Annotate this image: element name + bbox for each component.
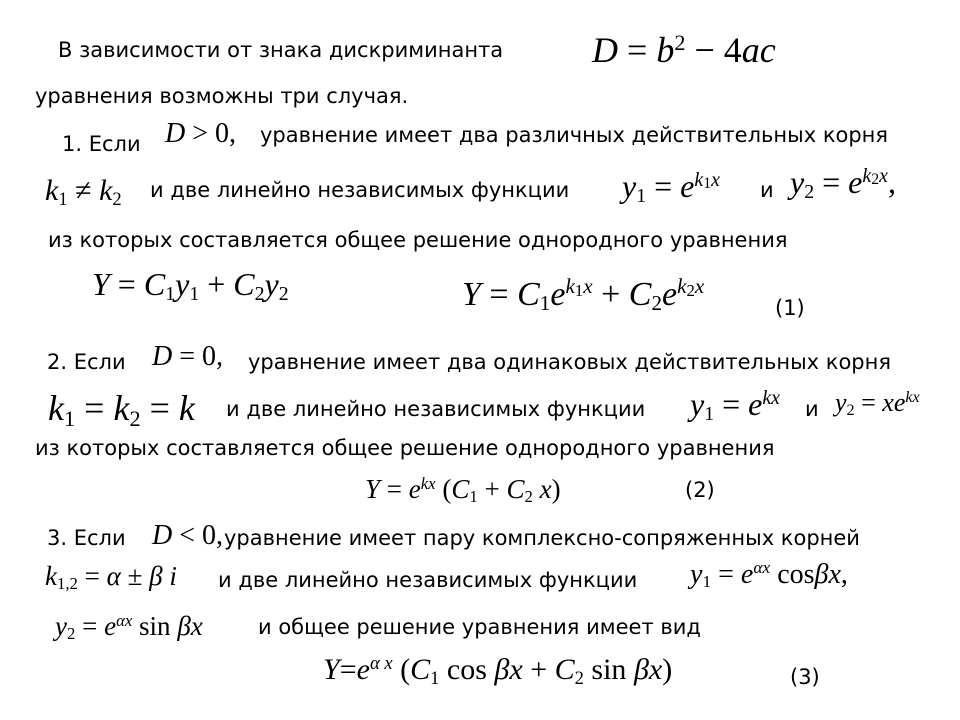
case2-funcs-text: и две линейно независимых функции xyxy=(226,397,646,421)
case2-general-text: из которых составляется общее решение однородного уравнения xyxy=(35,436,775,460)
case3-roots: $k_{1,2} = \alpha \pm \beta$ i xyxy=(45,561,177,594)
case1-description: уравнение имеет два различных действительных корня xyxy=(260,123,889,147)
case2-condition: D = 0, xyxy=(152,341,224,372)
case2-label: 2. Если xyxy=(47,350,126,374)
case2-y1: $y_1 = e^{kx}$ xyxy=(690,386,780,425)
case2-description: уравнение имеет два одинаковых действительных корня xyxy=(248,350,891,374)
case1-funcs-text: и две линейно независимых функции xyxy=(150,178,570,202)
case3-description: уравнение имеет пару комплексно-сопряженных корней xyxy=(224,526,860,550)
case3-label: 3. Если xyxy=(47,526,126,550)
intro-line-1: В зависимости от знака дискриминанта xyxy=(58,38,504,62)
case2-solution: $Y = e^{kx}$ ($C_1 + C_2$ x) xyxy=(365,473,561,507)
case1-solution-general: $Y = C_1y_1 + C_2y_2$ xyxy=(92,266,289,305)
case1-eq-number: (1) xyxy=(775,296,805,320)
case1-and: и xyxy=(760,178,774,202)
case3-y2: $y_2 = e^{\alpha x}$ sin βx xyxy=(55,610,203,644)
case3-funcs-text: и две линейно независимых функции xyxy=(218,568,638,592)
case3-solution: $Y=e^{\alpha x}$ ($C_1$ $\cos \beta x + C_2$ sin βx) xyxy=(323,652,673,689)
case2-eq-number: (2) xyxy=(685,478,715,502)
case1-y1: $y_1 = e^{k_1x}$ xyxy=(622,168,720,207)
case1-roots: $k_1 \ne k_2$ xyxy=(45,174,122,210)
case2-roots: $k_1 = k_2 = k$ xyxy=(48,388,195,431)
case3-condition: D < 0, xyxy=(152,520,224,551)
case3-general-text: и общее решение уравнения имеет вид xyxy=(258,615,701,639)
case3-eq-number: (3) xyxy=(790,665,820,689)
case1-general-text: из которых составляется общее решение однородного уравнения xyxy=(48,228,788,252)
discriminant-formula: $D = b^2 - 4ac$ xyxy=(592,29,776,70)
intro-line-2: уравнения возможны три случая. xyxy=(35,84,409,108)
case1-y2: $y_2 = e^{k_2x}$, xyxy=(790,164,896,203)
case1-solution: $Y = C_1e^{k_1x} + C_2e^{k_2x}$ xyxy=(462,274,705,316)
case1-label: 1. Если xyxy=(62,132,141,156)
case2-and: и xyxy=(805,397,819,421)
case2-y2: $y_2 = xe^{kx}$ xyxy=(835,388,920,420)
case3-y1: $y_1 = e^{\alpha x}$ cosβx, xyxy=(690,558,848,592)
case1-condition: D > 0, xyxy=(165,118,237,149)
